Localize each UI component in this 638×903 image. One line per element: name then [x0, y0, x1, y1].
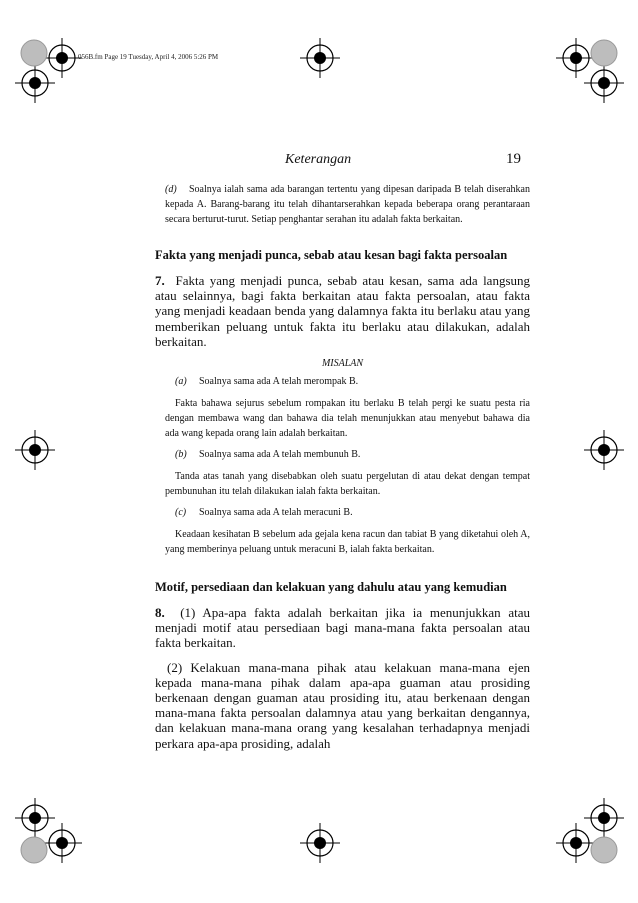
illustration-question: Soalnya sama ada A telah meracuni B.: [199, 507, 353, 519]
page-number: 19: [506, 151, 521, 167]
illustration-c-explanation: Keadaan kesihatan B sebelum ada gejala kena racun dan tabiat B yang diketahui oleh A, yang memberinya peluang untuk meracuni B, ialah fakta berkaitan.: [165, 529, 530, 556]
section-number: 8.: [155, 605, 165, 621]
page-body: [155, 182, 530, 751]
illustrations-title: MISALAN: [321, 358, 364, 370]
section-8-heading: Motif, persediaan dan kelakuan yang dahulu atau yang kemudian: [155, 580, 507, 595]
print-slug: 056B.fm Page 19 Tuesday, April 4, 2006 5:26 PM: [78, 53, 219, 61]
clause-label: (d): [165, 184, 177, 195]
illustration-a-explanation: Fakta bahawa sejurus sebelum rompakan itu berlaku B telah pergi ke suatu pesta ria dengan membawa wang dan bahawa dia telah menunjukkan atau menyebut bahawa dia ada wang kepada orang lain adalah berkaitan.: [165, 398, 530, 440]
illustration-b-question: [175, 447, 530, 462]
section-8-sub1: [155, 605, 530, 651]
registration-mark-icon: [584, 430, 624, 470]
illustration-question: Soalnya sama ada A telah membunuh B.: [199, 449, 361, 461]
section-8-sub2: (2) Kelakuan mana-mana pihak atau kelakuan mana-mana ejen kepada mana-mana pihak dalam apa-apa guaman atau prosiding berkenaan dengan guaman atau prosiding itu, atau berkenaan dengan mana-mana fakta persoalan dalamnya atau yang berkaitan dengannya, dan kelakuan mana-mana orang yang kesalahan terhadapnya menjadi perkara apa-apa prosiding, adalah: [155, 659, 530, 751]
registration-mark-icon: [584, 798, 624, 838]
gray-target-icon: [19, 38, 49, 68]
section-7-heading: Fakta yang menjadi punca, sebab atau kesan bagi fakta persoalan: [155, 248, 508, 262]
illustration-label: (c): [175, 507, 187, 519]
illustration-label: (b): [175, 449, 187, 461]
section-number: 7.: [155, 273, 165, 288]
gray-target-icon: [19, 835, 49, 865]
illustration-label: (a): [175, 376, 187, 388]
registration-mark-icon: [15, 430, 55, 470]
running-title: Keterangan: [285, 152, 352, 167]
gray-target-icon: [589, 38, 619, 68]
running-header: [150, 152, 525, 170]
section-7-text: [155, 273, 530, 349]
gray-target-icon: [589, 835, 619, 865]
registration-mark-icon: [300, 38, 340, 78]
section-text: Fakta yang menjadi punca, sebab atau kesan, sama ada langsung atau selainnya, bagi fakta berkaitan atau fakta persoalan, atau fakta yang menjadi keadaan benda yang dalamnya fakta itu berlaku atau yang memberikan peluang untuk fakta itu berlaku atau dilakukan, adalah berkaitan.: [155, 273, 531, 349]
illustration-a-question: [175, 374, 530, 389]
clause-d: [165, 182, 530, 227]
illustration-b-explanation: Tanda atas tanah yang disebabkan oleh suatu pergelutan di atau dekat dengan tempat pembunuhan itu telah dilakukan ialah fakta berkaitan.: [165, 471, 530, 498]
illustration-question: Soalnya sama ada A telah merompak B.: [199, 376, 359, 388]
registration-mark-icon: [15, 63, 55, 103]
clause-text: Soalnya ialah sama ada barangan tertentu yang dipesan daripada B telah diserahkan kepada A. Barang-barang itu telah dihantarserahkan kepada beberapa orang perantaraan secara berturut-turut. Setiap penghantar serahan itu adalah fakta berkaitan.: [165, 184, 530, 225]
subsection-text: (1) Apa-apa fakta adalah berkaitan jika ia menunjukkan atau menjadi motif atau persediaan bagi mana-mana fakta persoalan atau fakta berkaitan.: [155, 605, 531, 651]
registration-mark-icon: [584, 63, 624, 103]
illustration-c-question: [175, 505, 530, 520]
registration-mark-icon: [300, 823, 340, 863]
